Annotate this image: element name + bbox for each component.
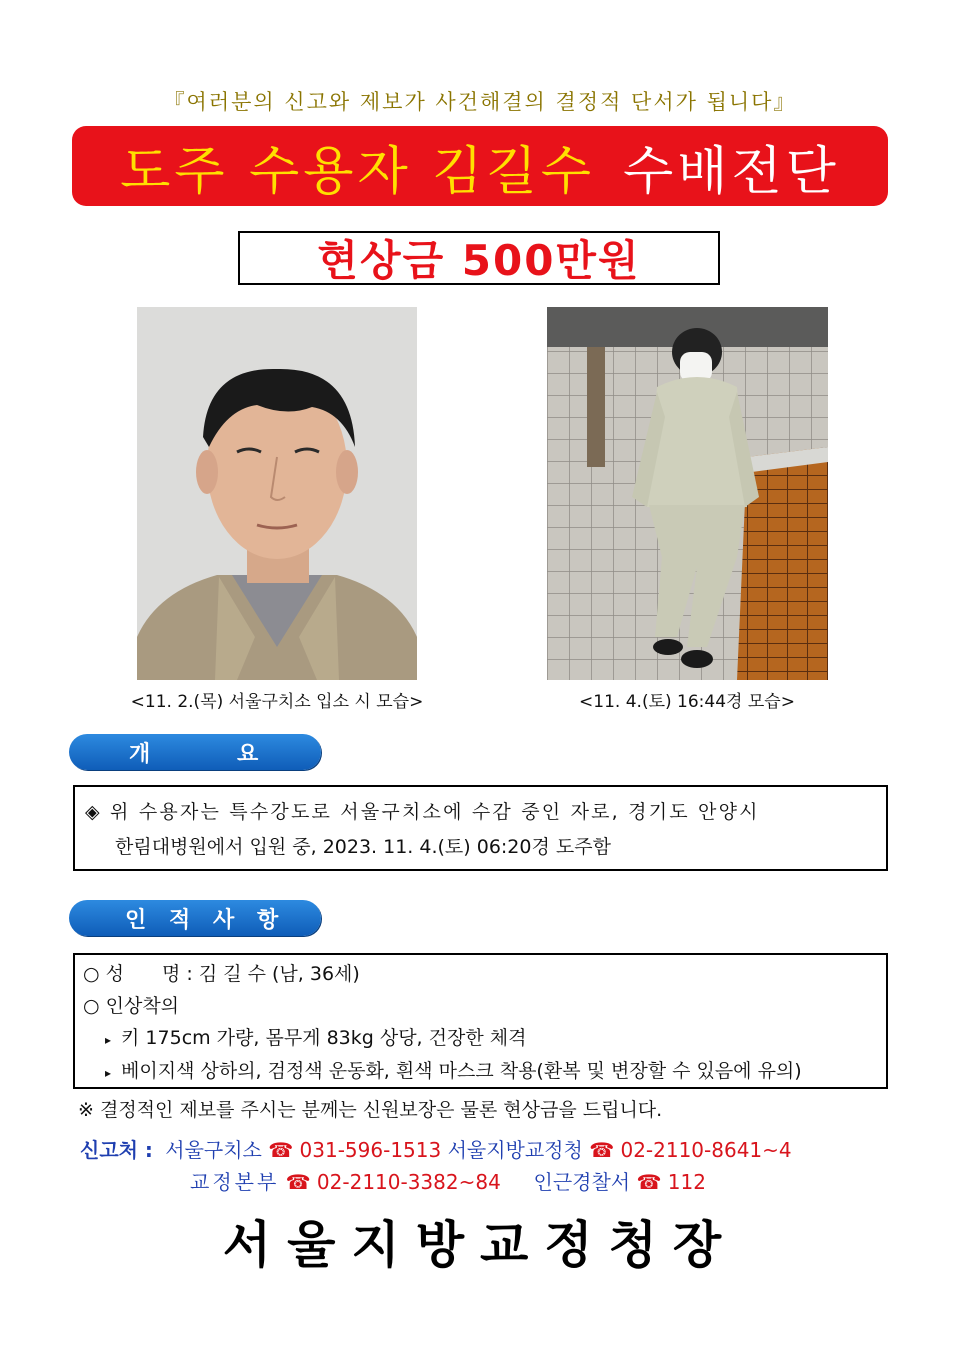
appearance-label: ○ 인상착의 — [83, 995, 180, 1017]
contact-3-name: 교정본부 — [190, 1170, 280, 1194]
contact-3-phone: 02-2110-3382~84 — [316, 1170, 501, 1194]
overview-heading-char-2: 요 — [237, 741, 259, 767]
cctv-photo — [547, 307, 828, 680]
overview-line-1: ◈ 위 수용자는 특수강도로 서울구치소에 수감 중인 자로, 경기도 안양시 — [85, 801, 760, 823]
phone-icon: ☎ — [636, 1170, 662, 1194]
overview-box — [73, 785, 888, 871]
contact-4-name: 인근경찰서 — [533, 1170, 631, 1194]
contact-1-phone: 031-596-1513 — [299, 1138, 442, 1162]
contact-4-phone: 112 — [667, 1170, 706, 1194]
name-value: 김 길 수 (남, 36세) — [198, 963, 360, 985]
bullet-1-text: 키 175cm 가량, 몸무게 83kg 상당, 건장한 체격 — [121, 1027, 527, 1049]
personal-heading-char-4: 항 — [257, 907, 279, 933]
overview-line-2: 한림대병원에서 입원 중, 2023. 11. 4.(토) 06:20경 도주함 — [115, 836, 611, 858]
tagline: 『여러분의 신고와 제보가 사건해결의 결정적 단서가 됩니다』 — [163, 90, 797, 114]
phone-icon: ☎ — [589, 1138, 615, 1162]
bullet-arrow-icon: ▸ — [105, 1033, 112, 1047]
personal-heading-char-3: 사 — [213, 907, 235, 933]
personal-info-heading — [69, 900, 321, 936]
name-label: ○ 성 — [83, 963, 124, 985]
contacts-row-1 — [80, 1133, 792, 1167]
phone-icon: ☎ — [285, 1170, 311, 1194]
name-label-2: 명 : — [161, 963, 193, 985]
issuer-footer: 서울지방교정청장 — [222, 1216, 738, 1274]
mugshot-photo — [137, 307, 417, 680]
mugshot-caption: <11. 2.(목) 서울구치소 입소 시 모습> — [130, 692, 424, 712]
bullet-arrow-icon: ▸ — [105, 1066, 112, 1080]
wanted-banner — [72, 126, 888, 206]
banner-title-yellow: 도주 수용자 김길수 — [120, 141, 595, 202]
name-row — [83, 957, 360, 991]
contacts-label: 신고처 : — [80, 1138, 153, 1162]
phone-icon: ☎ — [268, 1138, 294, 1162]
contacts-row-2 — [190, 1165, 706, 1199]
reward-box: 현상금 500만원 — [238, 231, 720, 285]
contact-2-phone: 02-2110-8641~4 — [620, 1138, 792, 1162]
appearance-bullet-2 — [105, 1054, 802, 1090]
personal-heading-char-2: 적 — [169, 907, 191, 933]
contact-1-name: 서울구치소 — [165, 1138, 262, 1162]
cctv-caption: <11. 4.(토) 16:44경 모습> — [579, 692, 795, 712]
personal-info-box — [73, 953, 888, 1089]
appearance-bullet-1 — [105, 1021, 526, 1057]
contact-2-name: 서울지방교정청 — [447, 1138, 583, 1162]
personal-heading-char-1: 인 — [125, 907, 147, 933]
bullet-2-text: 베이지색 상하의, 검정색 운동화, 흰색 마스크 착용(환복 및 변장할 수 있음에 유의) — [121, 1060, 802, 1082]
banner-title-white: 수배전단 — [622, 141, 840, 202]
overview-heading — [69, 734, 321, 770]
notice-text: ※ 결정적인 제보를 주시는 분께는 신원보장은 물론 현상금을 드립니다. — [78, 1099, 663, 1121]
overview-heading-char-1: 개 — [129, 741, 151, 767]
